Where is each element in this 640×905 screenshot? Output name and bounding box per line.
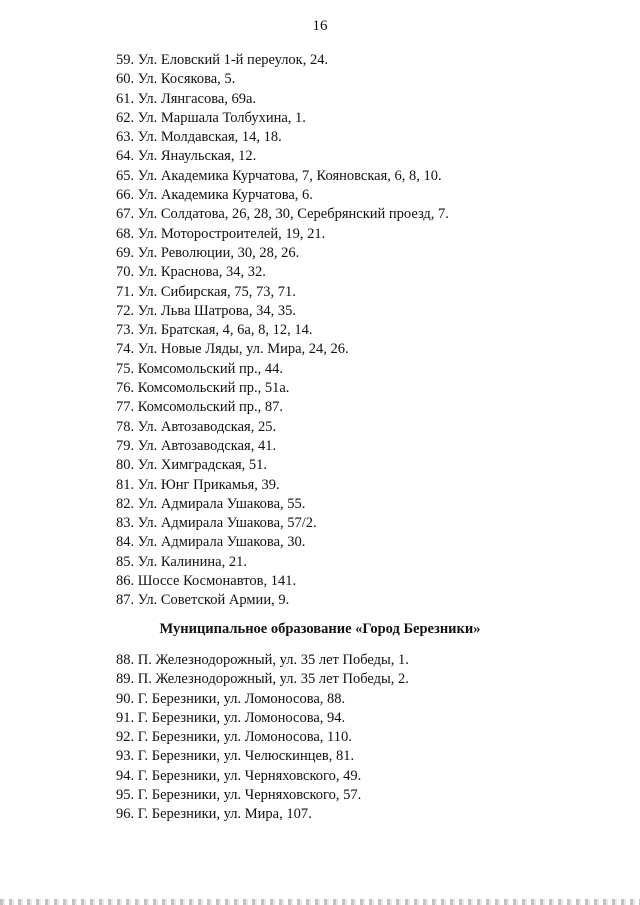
list-item: 84. Ул. Адмирала Ушакова, 30.: [116, 534, 306, 551]
list-item: 75. Комсомольский пр., 44.: [116, 360, 283, 377]
list-item: 85. Ул. Калинина, 21.: [116, 553, 247, 570]
address-list-perm: [116, 51, 449, 611]
list-item: 64. Ул. Янаульская, 12.: [116, 148, 257, 165]
list-item: 66. Ул. Академика Курчатова, 6.: [116, 187, 313, 204]
list-item: 96. Г. Березники, ул. Мира, 107.: [116, 806, 312, 823]
list-item: 95. Г. Березники, ул. Черняховского, 57.: [116, 787, 362, 804]
list-item: 86. Шоссе Космонавтов, 141.: [116, 573, 297, 590]
list-item: 61. Ул. Лянгасова, 69а.: [116, 90, 257, 107]
list-item: 89. П. Железнодорожный, ул. 35 лет Победы, 2.: [116, 671, 409, 688]
list-item: 91. Г. Березники, ул. Ломоносова, 94.: [116, 709, 346, 726]
list-item: 76. Комсомольский пр., 51а.: [116, 380, 290, 397]
list-item: 90. Г. Березники, ул. Ломоносова, 88.: [116, 690, 346, 707]
list-item: 65. Ул. Академика Курчатова, 7, Кояновская, 6, 8, 10.: [116, 167, 442, 184]
list-item: 94. Г. Березники, ул. Черняховского, 49.: [116, 767, 362, 784]
list-item: 72. Ул. Льва Шатрова, 34, 35.: [116, 302, 296, 319]
list-item: 79. Ул. Автозаводская, 41.: [116, 437, 277, 454]
list-item: 71. Ул. Сибирская, 75, 73, 71.: [116, 283, 296, 300]
list-item: 93. Г. Березники, ул. Челюскинцев, 81.: [116, 748, 355, 765]
list-item: 81. Ул. Юнг Прикамья, 39.: [116, 476, 280, 493]
list-item: 59. Ул. Еловский 1-й переулок, 24.: [116, 52, 329, 68]
list-item: 68. Ул. Моторостроителей, 19, 21.: [116, 225, 326, 242]
section-heading: Муниципальное образование «Город Березники»: [159, 621, 481, 637]
list-item: 70. Ул. Краснова, 34, 32.: [116, 264, 266, 281]
list-item: 67. Ул. Солдатова, 26, 28, 30, Серебрянский проезд, 7.: [116, 206, 449, 223]
list-item: 92. Г. Березники, ул. Ломоносова, 110.: [116, 729, 352, 746]
list-item: 82. Ул. Адмирала Ушакова, 55.: [116, 495, 306, 512]
list-item: 60. Ул. Косякова, 5.: [116, 71, 236, 88]
list-item: 74. Ул. Новые Ляды, ул. Мира, 24, 26.: [116, 341, 349, 358]
list-item: 87. Ул. Советской Армии, 9.: [116, 592, 290, 609]
page-number: 16: [312, 18, 328, 34]
list-item: 80. Ул. Химградская, 51.: [116, 457, 268, 474]
list-item: 62. Ул. Маршала Толбухина, 1.: [116, 109, 306, 126]
list-item: 83. Ул. Адмирала Ушакова, 57/2.: [116, 515, 317, 532]
list-item: 69. Ул. Революции, 30, 28, 26.: [116, 244, 300, 261]
list-item: 78. Ул. Автозаводская, 25.: [116, 418, 277, 435]
list-item: 73. Ул. Братская, 4, 6а, 8, 12, 14.: [116, 322, 313, 339]
list-item: 63. Ул. Молдавская, 14, 18.: [116, 129, 282, 146]
address-list-berezniki: [116, 651, 409, 825]
list-item: 77. Комсомольский пр., 87.: [116, 399, 283, 416]
scan-edge-artifact: [0, 899, 640, 905]
list-item: 88. П. Железнодорожный, ул. 35 лет Победы, 1.: [116, 652, 409, 668]
